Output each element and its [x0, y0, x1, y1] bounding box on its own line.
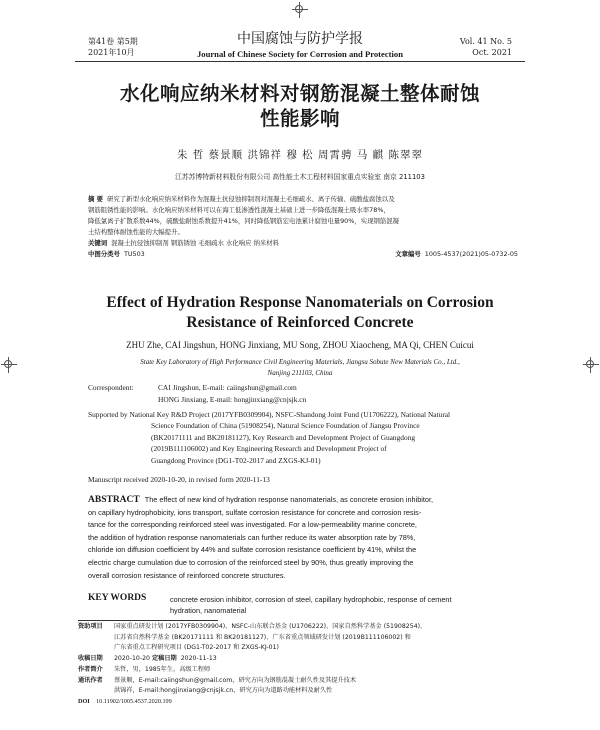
affiliation-cn: 江苏苏博特新材料股份有限公司 高性能土木工程材料国家重点实验室 南京 211103	[175, 173, 425, 181]
funding-line: 国家重点研发计划 (2017YFB0309904)、NSFC-山东联合基金 (U1706222)、国家自然科学基金 (51908254)、	[114, 623, 427, 630]
funding-line: 江苏省自然科学基金 (BK20171111 和 BK20181127)、广东省重点领域研发计划 (2019B111106002) 和	[114, 633, 411, 641]
contact-line2: 洪锦祥，E-mail:hongjinxiang@cnjsjk.cn，研究方向为道路功能材料及耐久性	[114, 687, 333, 695]
supported-line: Guangdong Province (DG1-T02-2017 and ZXGS-KJ-01)	[151, 455, 321, 465]
affiliation-en-line2: Nanjing 211103, China	[267, 369, 333, 377]
doc-number-value: 1005-4537(2021)05-0732-05	[424, 250, 518, 258]
registration-mark-top	[292, 2, 308, 18]
abstract-en-line: The effect of new kind of hydration response nanomaterials, as concrete erosion inhibitor,	[144, 495, 434, 504]
class-cn-value: TU503	[123, 250, 145, 258]
contact-line1: 蔡景顺，E-mail:caiingshun@gmail.com，研究方向为钢筋混凝土耐久性及其提升技术	[114, 676, 357, 684]
correspondent-line1: CAI Jingshun, E-mail: caiingshun@gmail.com	[158, 383, 297, 392]
author-label: 作者简介	[78, 665, 103, 673]
accepted-date: 2020-11-13	[180, 655, 217, 663]
header-rule	[75, 61, 525, 62]
abstract-en-line: chloride ion diffusion coefficient by 44% and sulfate corrosion resistance coefficient by 41%, whilst the	[88, 545, 417, 555]
abstract-cn-line: 研究了新型水化响应纳米材料作为混凝土抗侵蚀抑制剂对混凝土毛细疏水、离子传输、硫酸盐腐蚀以及	[107, 195, 395, 203]
contact-label: 通讯作者	[78, 676, 103, 684]
supported-by	[88, 409, 528, 466]
funding-label: 资助项目	[78, 623, 103, 630]
keywords-cn-label: 关键词	[88, 239, 108, 247]
doi-value: 10.11902/1005.4537.2020.199	[96, 697, 172, 705]
class-cn-label: 中图分类号	[88, 250, 120, 258]
abstract-en	[88, 494, 523, 582]
accepted-label: 定稿日期	[152, 655, 177, 663]
volume-en: Vol. 41 No. 5	[459, 37, 512, 46]
abstract-cn-line: 土结构整体耐蚀性能的大幅提升。	[88, 228, 184, 236]
abstract-en-line: electric charge cumulation due to corrosion of the reinforced steel by 90%, thus greatly improving the	[88, 557, 414, 567]
abstract-en-line: overall corrosion resistance of reinforced concrete structures.	[88, 570, 286, 580]
keywords-cn: 混凝土抗侵蚀抑制剂 钢筋锈蚀 毛细疏水 水化响应 纳米材料	[111, 239, 280, 247]
title-cn-line1: 水化响应纳米材料对钢筋混凝土整体耐蚀	[119, 82, 480, 105]
date-cn: 2021年10月	[88, 48, 135, 57]
footnotes	[78, 622, 528, 708]
authors-cn: 朱 哲 蔡景顺 洪锦祥 穆 松 周霄骋 马 麒 陈翠翠	[176, 149, 424, 161]
title-en-line2: Resistance of Reinforced Concrete	[186, 314, 414, 331]
volume-cn: 第41卷 第5期	[88, 37, 138, 46]
abstract-en-line: tance for the corresponding reinforced steel was investigated. For a low-permeability marine concrete,	[88, 520, 417, 530]
funding-line: 广东省重点工程研究项目 (DG1-T02-2017 和 ZXGS-KJ-01)	[114, 644, 279, 652]
keywords-en-label: KEY WORDS	[88, 593, 147, 603]
supported-line: (BK20171111 and BK20181127), Key Research and Development Project of Guangdong	[151, 432, 416, 442]
doc-number-label: 文章编号	[395, 250, 421, 258]
abstract-en-line: on capillary hydrophobicity, ions transport, sulfate corrosion resistance for concrete and corrosion resis-	[88, 507, 422, 517]
abstract-cn-line: 降低氯离子扩散系数44%，硫酸盐耐蚀系数提升41%，同时降低钢筋宏电池累计腐蚀电量90%，实现钢筋混凝	[88, 217, 400, 225]
authors-en: ZHU Zhe, CAI Jingshun, HONG Jinxiang, MU Song, ZHOU Xiaocheng, MA Qi, CHEN Cuicui	[126, 340, 474, 350]
footnote-rule	[78, 620, 218, 621]
keywords-en-line1: concrete erosion inhibitor, corrosion of steel, capillary hydrophobic, response of cement	[170, 595, 452, 604]
date-en: Oct. 2021	[472, 48, 512, 57]
author-info: 朱哲，男，1985年生，高级工程师	[114, 665, 211, 673]
abstract-cn-label: 摘 要	[88, 195, 104, 203]
journal-title-cn: 中国腐蚀与防护学报	[237, 31, 363, 47]
abstract-cn	[88, 194, 518, 260]
title-cn-line2: 性能影响	[259, 107, 340, 130]
doi-label: DOI	[78, 697, 90, 705]
journal-title-en: Journal of Chinese Society for Corrosion and Protection	[196, 49, 403, 59]
supported-line: (2019B111106002) and Key Engineering Research and Development Project of	[151, 444, 387, 454]
supported-line: Science Foundation of China (51908254), Natural Science Foundation of Jiangsu Province	[151, 421, 420, 431]
manuscript-received: Manuscript received 2020-10-20, in revised form 2020-11-13	[88, 475, 270, 484]
abstract-en-label: ABSTRACT	[88, 495, 140, 505]
keywords-en-line2: hydration, nanomaterial	[170, 606, 247, 615]
correspondent-line2: HONG Jinxiang, E-mail: hongjinxiang@cnjsjk.cn	[158, 395, 307, 404]
received-date: 2020-10-20	[114, 655, 150, 663]
supported-lead: Supported by National Key R&D Project (2017YFB0309904), NSFC-Shandong Joint Fund (U1706222), National Natural	[88, 410, 451, 419]
affiliation-en-line1: State Key Laboratory of High Performance Civil Engineering Materials, Jiangsu Sobute New Materials Co., Ltd.,	[140, 358, 460, 366]
correspondent-label: Correspondent:	[88, 383, 134, 392]
abstract-en-line: the addition of hydration response nanomaterials can further reduce its water absorption rate by 78%,	[88, 532, 416, 542]
received-label: 收稿日期	[78, 655, 103, 663]
abstract-cn-line: 钢筋阻锈性能的影响。水化响应纳米材料可以在海工低渗透性混凝土基础上进一步降低混凝土吸水率78%，	[88, 206, 390, 214]
title-en-line1: Effect of Hydration Response Nanomaterials on Corrosion	[106, 294, 494, 311]
